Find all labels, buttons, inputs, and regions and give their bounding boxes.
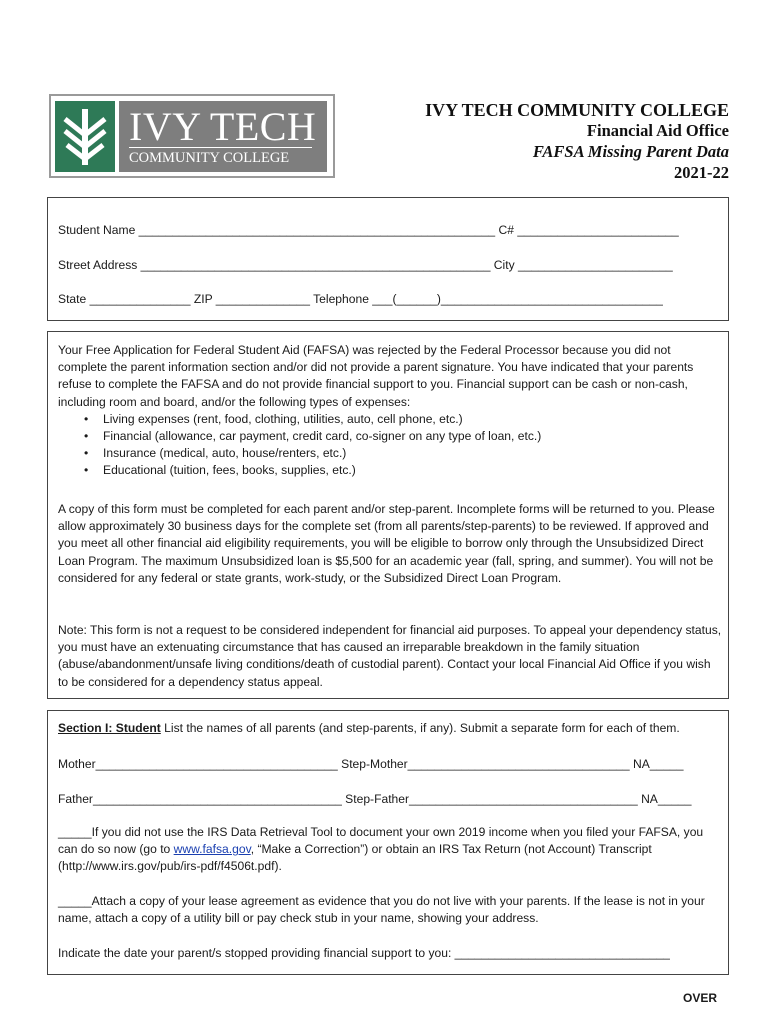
lease-paragraph[interactable]: _____Attach a copy of your lease agreement as evidence that you do not live with your parents. If the lease is not in your name, attach a copy of a utility bill or pay check stub in your name, showing your address.	[58, 894, 705, 926]
fafsa-link[interactable]: www.fafsa.gov	[173, 842, 251, 857]
father-stepfather-field[interactable]: Father_____________________________________ Step-Father__________________________________ NA_____	[58, 792, 692, 806]
logo-wordmark	[119, 101, 327, 172]
bullet-icon: •	[84, 411, 89, 426]
college-name: IVY TECH COMMUNITY COLLEGE	[425, 100, 729, 120]
bullet-icon: •	[84, 429, 89, 444]
note-paragraph: Note: This form is not a request to be considered independent for financial aid purposes. To appeal your dependency status, you must have an extenuating circumstance that has caused an irreparable breakdown in the family situation (abuse/abandonment/unsafe living conditions/death of custodial parent). Contact your local Financial Aid Office if you wish to be considered for a dependency status appeal.	[58, 623, 722, 689]
over-indicator: OVER	[682, 991, 717, 1005]
bullet-icon: •	[84, 446, 89, 461]
form-title: FAFSA Missing Parent Data	[532, 142, 729, 161]
state-zip-phone-field[interactable]: State _______________ ZIP ______________ Telephone ___(______)_________________________________	[58, 292, 663, 306]
logo-line2: COMMUNITY COLLEGE	[129, 147, 312, 167]
list-item: • Living expenses (rent, food, clothing, utilities, auto, cell phone, etc.)	[58, 411, 722, 428]
form-header	[425, 100, 729, 183]
intro-paragraph	[58, 342, 722, 480]
expense-list	[58, 411, 722, 480]
list-item: • Insurance (medical, auto, house/renters, etc.)	[58, 445, 722, 462]
support-stop-date-field[interactable]: Indicate the date your parent/s stopped providing financial support to you: ________________________________	[58, 946, 670, 960]
section-i-instructions: List the names of all parents (and step-parents, if any). Submit a separate form for each of them.	[160, 721, 680, 735]
list-item: • Financial (allowance, car payment, credit card, co-signer on any type of loan, etc.)	[58, 428, 722, 445]
student-info-box	[47, 197, 729, 321]
section-i-label: Section I: Student	[58, 721, 161, 735]
ivy-tech-logo	[49, 94, 335, 178]
mother-stepmother-field[interactable]: Mother____________________________________ Step-Mother_________________________________ NA_____	[58, 757, 684, 771]
section-i-box	[47, 710, 729, 975]
list-item: • Educational (tuition, fees, books, supplies, etc.)	[58, 462, 722, 479]
student-name-field[interactable]: Student Name _____________________________________________________ C# ________________________	[58, 223, 679, 237]
street-address-field[interactable]: Street Address ____________________________________________________ City _______________________	[58, 258, 673, 272]
office-name: Financial Aid Office	[586, 121, 729, 140]
section-i-heading	[58, 720, 680, 737]
logo-line1: IVY TECH	[129, 104, 317, 149]
ivy-leaf-icon	[55, 101, 115, 172]
bullet-icon: •	[84, 463, 89, 478]
irs-data-paragraph[interactable]: _____If you did not use the IRS Data Retrieval Tool to document your own 2019 income when you filed your FAFSA, you can do so now (go to www.fafsa.gov, “Make a Correction”) or obtain an IRS Tax Return (not Account) Transcript (http://www.irs.gov/pub/irs-pdf/f4506t.pdf).	[58, 825, 704, 874]
instructions-box	[47, 331, 729, 699]
award-year: 2021-22	[674, 163, 729, 182]
intro-text: Your Free Application for Federal Student Aid (FAFSA) was rejected by the Federal Processor because you did not complete the parent information section and/or did not provide a parent signature. You have indicated that your parents refuse to complete the FAFSA and do not provide financial support to you. Financial support can be cash or non-cash, including room and board, and/or the following types of expenses:	[58, 343, 694, 409]
copy-requirement-paragraph: A copy of this form must be completed for each parent and/or step-parent. Incomplete forms will be returned to you. Please allow approximately 30 business days for the complete set (from all parents/step-parents) to be reviewed. If approved and you meet all other financial aid eligibility requirements, you will be eligible to borrow only through the Unsubsidized Direct Loan Program. The maximum Unsubsidized loan is $5,500 for an academic year (fall, spring, and summer). You will not be considered for any federal or state grants, work-study, or the Subsidized Direct Loan Program.	[58, 502, 715, 585]
